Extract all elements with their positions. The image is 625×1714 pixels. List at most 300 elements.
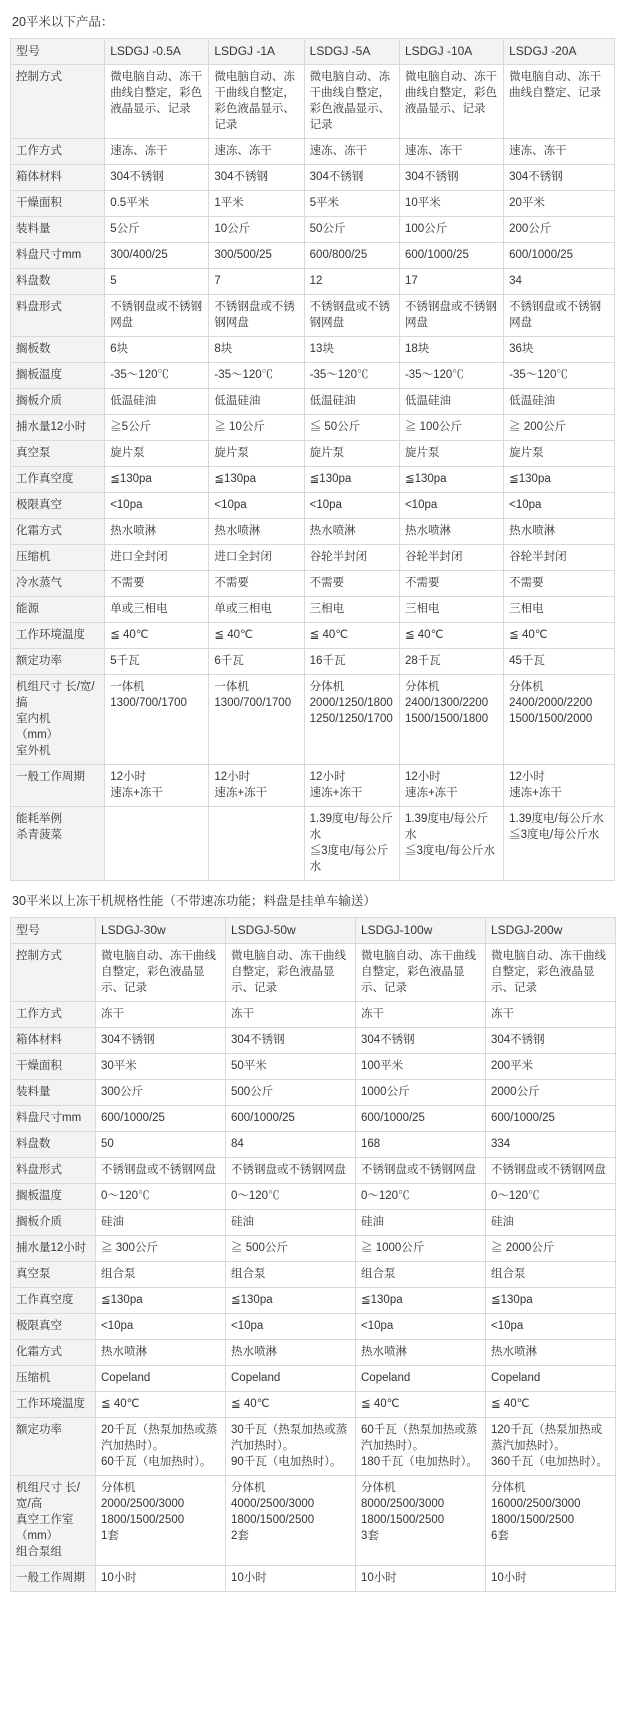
cell-line: <10pa	[214, 499, 247, 511]
cell-line: ≦130pa	[509, 473, 551, 485]
cell-text	[231, 948, 350, 996]
cell-line: ≧ 300公斤	[101, 1242, 158, 1254]
cell-line: 12小时	[309, 771, 346, 783]
spec-cell	[486, 1288, 616, 1314]
table-row	[11, 807, 615, 881]
cell-line: 5	[110, 275, 117, 287]
row-label	[11, 139, 105, 165]
spec-cell	[96, 1566, 226, 1592]
spec-cell	[399, 191, 503, 217]
cell-line: 室外机	[16, 745, 51, 757]
spec-cell	[399, 623, 503, 649]
cell-line: 10小时	[491, 1572, 527, 1584]
cell-line: ≦3度电/每公斤水	[509, 829, 600, 841]
spec-cell	[399, 807, 503, 881]
cell-text	[509, 523, 609, 539]
spec-cell	[96, 1184, 226, 1210]
cell-line: 旋片泵	[214, 447, 249, 459]
spec-cell	[486, 1158, 616, 1184]
cell-text	[509, 653, 609, 669]
cell-line: 300/400/25	[110, 249, 168, 261]
cell-text	[16, 247, 99, 263]
cell-text	[509, 769, 609, 801]
cell-text	[214, 195, 298, 211]
cell-text	[361, 1480, 480, 1544]
row-label	[11, 1418, 96, 1476]
cell-text	[101, 1570, 220, 1586]
spec-cell	[486, 1080, 616, 1106]
cell-text	[509, 367, 609, 383]
cell-text	[310, 43, 394, 59]
cell-line: 16千瓦	[309, 655, 346, 667]
cell-text	[110, 43, 203, 59]
cell-line: -35～120℃	[309, 369, 369, 381]
spec-cell	[504, 649, 615, 675]
table-row	[11, 39, 615, 65]
row-label	[11, 337, 105, 363]
cell-line: 速冻、冻干	[404, 145, 463, 157]
cell-text	[310, 367, 394, 383]
cell-line: LSDGJ -5A	[309, 44, 371, 58]
cell-text	[405, 273, 498, 289]
cell-line: 12小时	[214, 771, 251, 783]
table-row	[11, 1054, 616, 1080]
cell-text	[405, 169, 498, 185]
table-row	[11, 1184, 616, 1210]
cell-line: 10公斤	[214, 223, 251, 235]
cell-line: LSDGJ -10A	[404, 44, 473, 58]
spec-cell	[105, 807, 209, 881]
table-row	[11, 165, 615, 191]
row-label	[11, 918, 96, 944]
cell-line: 真空泵	[16, 447, 51, 459]
cell-line: 不锈钢盘或不锈钢网盘	[509, 301, 602, 329]
spec-cell	[209, 649, 304, 675]
cell-text	[101, 1480, 220, 1544]
cell-text	[110, 367, 203, 383]
spec-cell	[105, 217, 209, 243]
cell-text	[310, 653, 394, 669]
spec-cell	[304, 597, 399, 623]
cell-line: -35～120℃	[110, 369, 169, 381]
cell-text	[110, 653, 203, 669]
spec-cell	[486, 1366, 616, 1392]
spec-cell	[356, 1210, 486, 1236]
cell-line: 低温硅油	[509, 395, 556, 407]
spec-cell	[356, 1236, 486, 1262]
cell-text	[16, 1188, 90, 1204]
spec-cell	[96, 1028, 226, 1054]
spec-cell	[356, 1566, 486, 1592]
cell-line: 60千瓦（热泵加热或蒸汽加热时）。	[361, 1424, 478, 1452]
cell-line: LSDGJ -0.5A	[110, 44, 181, 58]
cell-line: 冷水蒸气	[16, 577, 62, 589]
spec-cell	[226, 1340, 356, 1366]
row-label	[11, 441, 105, 467]
cell-line: 能耗举例	[16, 813, 62, 825]
cell-text	[509, 169, 609, 185]
cell-line: 低温硅油	[309, 395, 356, 407]
cell-text	[509, 341, 609, 357]
cell-line: 不需要	[404, 577, 440, 589]
spec-cell	[105, 269, 209, 295]
spec-cell	[399, 165, 503, 191]
cell-text	[214, 549, 298, 565]
cell-line: 极限真空	[16, 1320, 62, 1332]
cell-text	[310, 471, 394, 487]
spec-cell	[226, 1288, 356, 1314]
cell-line: 分体机	[404, 681, 440, 693]
cell-line: 100公斤	[404, 223, 448, 235]
spec-cell	[304, 217, 399, 243]
cell-text	[101, 1240, 220, 1256]
table-row	[11, 1418, 616, 1476]
cell-line: 2000/2500/3000	[101, 1498, 185, 1510]
spec-cell	[105, 389, 209, 415]
cell-line: LSDGJ-200w	[491, 923, 563, 937]
spec-cell	[504, 467, 615, 493]
spec-cell	[105, 337, 209, 363]
spec-cell	[486, 1054, 616, 1080]
cell-line: 180千瓦（电加热时）。	[361, 1456, 478, 1468]
cell-line: ≧ 10公斤	[214, 421, 265, 433]
cell-line: 搁板温度	[16, 1190, 62, 1202]
cell-text	[231, 1266, 350, 1282]
cell-line: 30平米	[101, 1060, 137, 1072]
spec-cell	[399, 337, 503, 363]
table-row	[11, 1236, 616, 1262]
cell-line: 1.39度电/每公斤水	[404, 813, 489, 841]
cell-text	[110, 627, 203, 643]
cell-line: 1.39度电/每公斤水	[509, 813, 604, 825]
spec-cell	[209, 571, 304, 597]
spec-cell	[504, 807, 615, 881]
cell-text	[16, 948, 90, 964]
cell-line: 1300/700/1700	[214, 697, 292, 709]
cell-line: 微电脑自动、冻干曲线自整定，彩色液晶显示、记录	[309, 71, 391, 131]
cell-text	[214, 653, 298, 669]
cell-line: 100平米	[361, 1060, 404, 1072]
spec-table-small-body	[11, 39, 615, 881]
cell-line: 料盘尺寸mm	[16, 249, 82, 261]
cell-text	[101, 948, 220, 996]
spec-cell	[356, 1080, 486, 1106]
cell-text	[16, 367, 99, 383]
table-row	[11, 269, 615, 295]
spec-cell	[399, 519, 503, 545]
cell-text	[310, 247, 394, 263]
cell-line: 4000/2500/3000	[231, 1498, 315, 1510]
table-row	[11, 1210, 616, 1236]
cell-line: ≦130pa	[101, 1294, 143, 1306]
cell-line: 速冻+冻干	[214, 787, 268, 799]
cell-line: 热水喷淋	[509, 525, 556, 537]
cell-line: <10pa	[309, 499, 342, 511]
cell-line: ≧ 2000公斤	[491, 1242, 555, 1254]
cell-text	[231, 1136, 350, 1152]
spec-cell	[304, 545, 399, 571]
cell-text	[405, 43, 498, 59]
row-label	[11, 65, 105, 139]
cell-line: 84	[231, 1138, 244, 1150]
cell-text	[16, 1162, 90, 1178]
cell-line: 50平米	[231, 1060, 267, 1072]
spec-cell	[504, 363, 615, 389]
cell-text	[310, 811, 394, 875]
spec-cell	[209, 363, 304, 389]
cell-line: 200平米	[491, 1060, 534, 1072]
cell-text	[214, 247, 298, 263]
cell-text	[16, 627, 99, 643]
cell-text	[231, 1240, 350, 1256]
row-label	[11, 1002, 96, 1028]
cell-text	[16, 1570, 90, 1586]
model-header-cell	[105, 39, 209, 65]
cell-line: 6千瓦	[214, 655, 244, 667]
spec-cell	[105, 415, 209, 441]
cell-line: 工作环境温度	[16, 629, 85, 641]
spec-cell	[486, 1002, 616, 1028]
cell-text	[16, 922, 90, 938]
cell-line: 三相电	[404, 603, 440, 615]
cell-line: 不锈钢盘或不锈钢网盘	[404, 301, 497, 329]
cell-text	[310, 143, 394, 159]
cell-line: <10pa	[231, 1320, 264, 1332]
cell-line: 干燥面积	[16, 1060, 62, 1072]
cell-line: <10pa	[361, 1320, 394, 1332]
spec-cell	[105, 765, 209, 807]
cell-line: 16000/2500/3000	[491, 1498, 581, 1510]
spec-cell	[105, 467, 209, 493]
cell-line: ≦130pa	[309, 473, 352, 485]
cell-line: LSDGJ-30w	[101, 923, 166, 937]
cell-line: 速冻+冻干	[404, 787, 458, 799]
cell-line: 冻干	[491, 1008, 514, 1020]
spec-cell	[226, 1314, 356, 1340]
cell-text	[231, 1370, 350, 1386]
cell-text	[491, 1136, 610, 1152]
spec-cell	[304, 493, 399, 519]
cell-line: <10pa	[491, 1320, 524, 1332]
cell-line: 工作环境温度	[16, 1398, 85, 1410]
row-label	[11, 1314, 96, 1340]
cell-text	[310, 299, 394, 331]
cell-line: 13块	[309, 343, 334, 355]
cell-line: 304不锈钢	[231, 1034, 285, 1046]
spec-cell	[399, 389, 503, 415]
spec-cell	[105, 545, 209, 571]
cell-line: 8块	[214, 343, 233, 355]
cell-line: 组合泵组	[16, 1546, 62, 1558]
spec-cell	[356, 1392, 486, 1418]
cell-line: 热水喷淋	[110, 525, 157, 537]
model-header-cell	[504, 39, 615, 65]
cell-line: 6套	[491, 1530, 509, 1542]
cell-line: 2000公斤	[491, 1086, 540, 1098]
cell-text	[231, 1006, 350, 1022]
spec-cell	[105, 597, 209, 623]
cell-text	[361, 1110, 480, 1126]
spec-cell	[304, 675, 399, 765]
cell-text	[16, 471, 99, 487]
spec-cell	[504, 65, 615, 139]
cell-line: ≦130pa	[231, 1294, 273, 1306]
cell-line: 旋片泵	[309, 447, 345, 459]
spec-cell	[504, 295, 615, 337]
spec-cell	[105, 519, 209, 545]
spec-cell	[504, 765, 615, 807]
cell-text	[16, 1370, 90, 1386]
cell-line: Copeland	[361, 1372, 411, 1384]
cell-line: 微电脑自动、冻干曲线自整定，彩色液晶显示、记录	[101, 950, 216, 994]
cell-line: 不需要	[509, 577, 544, 589]
row-label	[11, 1210, 96, 1236]
cell-line: 20平米	[509, 197, 545, 209]
cell-line: 90千瓦（电加热时）。	[231, 1456, 342, 1468]
cell-text	[214, 575, 298, 591]
cell-text	[405, 247, 498, 263]
cell-line: 20千瓦（热泵加热或蒸汽加热时）。	[101, 1424, 218, 1452]
cell-text	[310, 575, 394, 591]
spec-cell	[226, 1210, 356, 1236]
cell-line: ≦3度电/每公斤水	[404, 845, 496, 857]
spec-cell	[209, 623, 304, 649]
cell-line: 搁板数	[16, 343, 51, 355]
cell-text	[231, 1110, 350, 1126]
cell-line: 能源	[16, 603, 39, 615]
cell-line: ≦ 40℃	[214, 629, 253, 641]
row-label	[11, 269, 105, 295]
cell-line: 600/1000/25	[101, 1112, 165, 1124]
row-label	[11, 467, 105, 493]
table-row	[11, 415, 615, 441]
cell-text	[509, 221, 609, 237]
cell-line: 热水喷淋	[404, 525, 451, 537]
cell-text	[310, 169, 394, 185]
cell-text	[310, 679, 394, 727]
row-label	[11, 571, 105, 597]
cell-line: -35～120℃	[509, 369, 568, 381]
spec-cell	[105, 139, 209, 165]
model-header-cell	[399, 39, 503, 65]
cell-text	[491, 1570, 610, 1586]
cell-text	[110, 341, 203, 357]
cell-line: 冻干	[231, 1008, 254, 1020]
cell-line: 冻干	[361, 1008, 384, 1020]
row-label	[11, 1158, 96, 1184]
cell-text	[101, 922, 220, 938]
spec-cell	[399, 545, 503, 571]
row-label	[11, 1288, 96, 1314]
table-row	[11, 65, 615, 139]
cell-line: 10小时	[231, 1572, 267, 1584]
spec-cell	[504, 545, 615, 571]
spec-cell	[209, 597, 304, 623]
table-row	[11, 1366, 616, 1392]
spec-cell	[209, 269, 304, 295]
cell-text	[310, 445, 394, 461]
cell-text	[310, 769, 394, 801]
cell-line: 不需要	[214, 577, 249, 589]
table2-title: 30平米以上冻干机规格性能（不带速冻功能；料盘是挂单车输送）	[12, 894, 376, 908]
spec-cell	[304, 65, 399, 139]
cell-text	[509, 299, 609, 331]
spec-table-large	[10, 917, 616, 1592]
cell-line: 控制方式	[16, 950, 62, 962]
model-header-cell	[356, 918, 486, 944]
table-row	[11, 363, 615, 389]
cell-text	[214, 497, 298, 513]
cell-line: 搁板温度	[16, 369, 62, 381]
spec-cell	[96, 1106, 226, 1132]
spec-cell	[209, 467, 304, 493]
cell-text	[361, 1240, 480, 1256]
row-label	[11, 675, 105, 765]
cell-line: 0.5平米	[110, 197, 150, 209]
cell-line: 45千瓦	[509, 655, 545, 667]
cell-text	[361, 1570, 480, 1586]
cell-text	[16, 497, 99, 513]
cell-text	[231, 1188, 350, 1204]
cell-text	[361, 1370, 480, 1386]
spec-cell	[504, 139, 615, 165]
cell-text	[405, 299, 498, 331]
cell-line: 1套	[101, 1530, 119, 1542]
cell-text	[231, 1570, 350, 1586]
spec-cell	[209, 807, 304, 881]
cell-line: 304不锈钢	[110, 171, 164, 183]
cell-line: 装料量	[16, 1086, 51, 1098]
cell-line: 1.39度电/每公斤水	[309, 813, 393, 841]
cell-line: 组合泵	[231, 1268, 266, 1280]
cell-text	[361, 1058, 480, 1074]
cell-line: <10pa	[404, 499, 438, 511]
spec-cell	[226, 1054, 356, 1080]
cell-text	[405, 549, 498, 565]
cell-line: 3套	[361, 1530, 379, 1542]
cell-line: 300/500/25	[214, 249, 272, 261]
cell-text	[310, 497, 394, 513]
cell-line: 捕水量12小时	[16, 421, 87, 433]
table-row	[11, 1476, 616, 1566]
cell-line: 8000/2500/3000	[361, 1498, 445, 1510]
spec-cell	[96, 1132, 226, 1158]
cell-text	[509, 811, 609, 843]
cell-text	[491, 1188, 610, 1204]
cell-text	[214, 393, 298, 409]
cell-line: 304不锈钢	[214, 171, 269, 183]
cell-line: 旋片泵	[110, 447, 145, 459]
cell-text	[491, 1084, 610, 1100]
cell-line: 7	[214, 275, 221, 287]
spec-cell	[304, 165, 399, 191]
cell-line: ≧ 100公斤	[404, 421, 462, 433]
cell-line: 硅油	[361, 1216, 384, 1228]
cell-line: 一体机	[110, 681, 145, 693]
cell-text	[491, 1396, 610, 1412]
table-row	[11, 1080, 616, 1106]
cell-line: ≦ 40℃	[110, 629, 149, 641]
cell-text	[231, 1292, 350, 1308]
spec-cell	[504, 675, 615, 765]
spec-cell	[399, 597, 503, 623]
spec-cell	[399, 649, 503, 675]
spec-cell	[226, 1080, 356, 1106]
cell-line: 5公斤	[110, 223, 140, 235]
cell-text	[110, 195, 203, 211]
cell-text	[101, 1084, 220, 1100]
table-row	[11, 1002, 616, 1028]
